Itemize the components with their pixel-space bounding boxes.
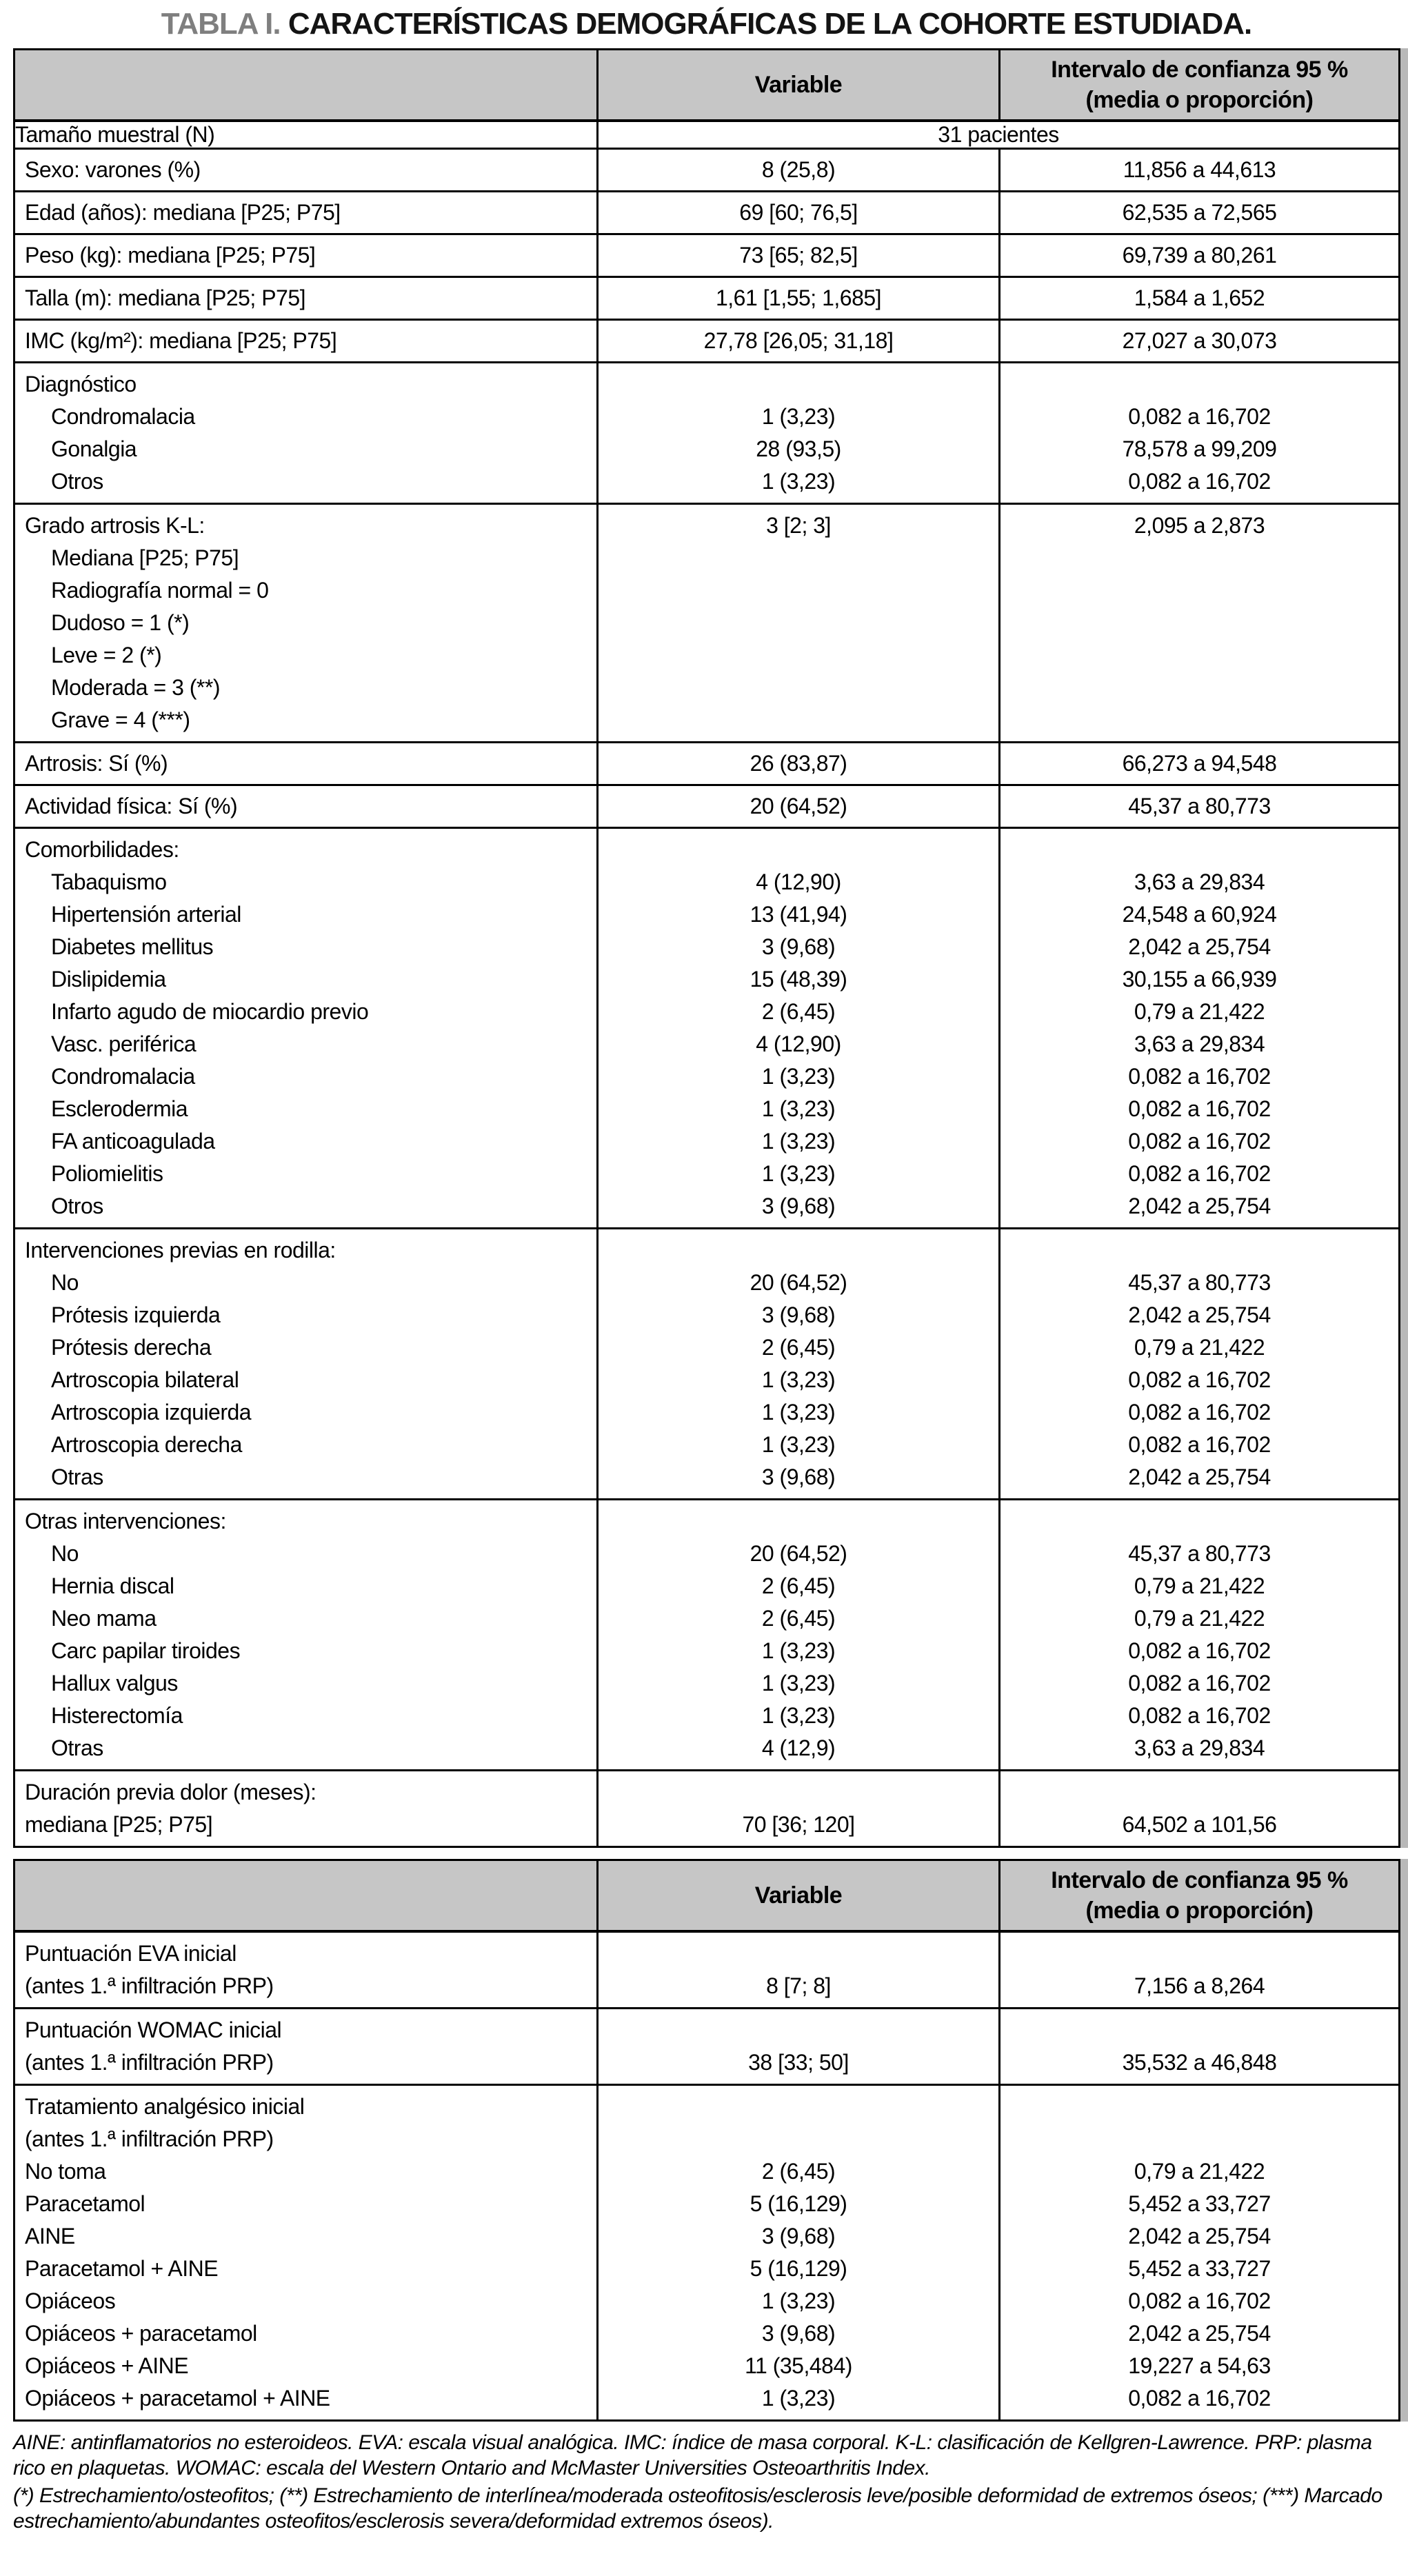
row-value: 27,78 [26,05; 31,18]	[596, 321, 998, 361]
block-line-label: Condromalacia	[51, 1064, 195, 1089]
row-ci: 62,535 a 72,565	[998, 192, 1398, 233]
block-line-ci: 0,082 a 16,702	[1128, 1432, 1271, 1457]
row-label	[15, 363, 596, 503]
block-line-ci: 45,37 a 80,773	[1128, 1270, 1271, 1295]
header-cell-empty	[15, 1861, 596, 1930]
block-line-label: (antes 1.ª infiltración PRP)	[25, 1973, 274, 1998]
row-ci: 45,37 a 80,773	[998, 786, 1398, 827]
block-line-value: 1 (3,23)	[761, 2288, 836, 2313]
block-line-label: Carc papilar tiroides	[51, 1638, 241, 1663]
block-line-label: Tratamiento analgésico inicial	[25, 2094, 305, 2119]
block-line-label: Otros	[51, 1194, 103, 1218]
block-line-label: Grave = 4 (***)	[51, 707, 190, 732]
block-line-value: 3 (9,68)	[761, 1194, 836, 1218]
row-value	[596, 2086, 998, 2419]
block-line-value: 20 (64,52)	[750, 1541, 847, 1566]
block-line-label: AINE	[25, 2224, 75, 2248]
block-line-value: 20 (64,52)	[750, 1270, 847, 1295]
block-line-value	[599, 2014, 998, 2046]
row-value	[596, 1229, 998, 1498]
block-line-ci: 0,082 a 16,702	[1128, 1400, 1271, 1425]
block-line-label: No	[51, 1541, 79, 1566]
row-label	[15, 1771, 596, 1846]
table-row	[15, 1498, 1398, 1769]
table-row	[15, 784, 1398, 827]
block-line-label: Infarto agudo de miocardio previo	[51, 999, 369, 1024]
block-line-value: 4 (12,90)	[756, 869, 841, 894]
block-line-ci: 2,042 a 25,754	[1128, 934, 1271, 959]
block-line-ci: 35,532 a 46,848	[1122, 2050, 1277, 2075]
row-value	[596, 829, 998, 1227]
block-line-ci: 0,082 a 16,702	[1128, 1161, 1271, 1186]
block-line-value: 2 (6,45)	[761, 2159, 836, 2184]
block-line-label: Puntuación WOMAC inicial	[25, 2017, 282, 2042]
block-line-ci: 2,042 a 25,754	[1128, 1465, 1271, 1489]
block-line-label: (antes 1.ª infiltración PRP)	[25, 2050, 274, 2075]
block-line-ci: 30,155 a 66,939	[1122, 967, 1277, 992]
row-label	[15, 2009, 596, 2084]
footnote-kl-grades: (*) Estrechamiento/osteofitos; (**) Estrechamiento de interlínea/moderada osteofitosis/esclerosis leve/posible deformidad de extremos óseos; (***) Marcado estrechamiento/abundantes osteofitos/esclerosis severa/deformidad extremos óseos).	[13, 2484, 1382, 2533]
row-value: 20 (64,52)	[596, 786, 998, 827]
block-line-value	[599, 1776, 998, 1809]
block-line-label: Dislipidemia	[51, 967, 166, 992]
table-row	[15, 233, 1398, 276]
row-label: IMC (kg/m²): mediana [P25; P75]	[25, 328, 337, 353]
block-line-label: No toma	[25, 2159, 106, 2184]
block-line-value: 2 (6,45)	[761, 1606, 836, 1631]
table-row	[15, 2007, 1398, 2084]
block-line-value: 3 [2; 3]	[766, 513, 831, 538]
row-label: Tamaño muestral (N)	[15, 122, 215, 147]
header-cell-variable: Variable	[596, 50, 998, 119]
row-label	[15, 829, 596, 1227]
block-line-value: 1 (3,23)	[761, 1161, 836, 1186]
block-line-label: Condromalacia	[51, 404, 195, 429]
block-line-label: Artroscopia derecha	[51, 1432, 242, 1457]
table-body	[15, 122, 1398, 1846]
block-line-value	[599, 1938, 998, 1970]
block-line-value: 3 (9,68)	[761, 2224, 836, 2248]
block-line-value: 3 (9,68)	[761, 1465, 836, 1489]
block-line-label: Intervenciones previas en rodilla:	[25, 1238, 336, 1262]
row-ci: 1,584 a 1,652	[998, 278, 1398, 319]
block-line-label: Paracetamol	[25, 2191, 145, 2216]
block-line-value	[599, 639, 998, 672]
block-line-value	[599, 574, 998, 607]
block-line-label: Leve = 2 (*)	[51, 643, 162, 667]
block-line-value	[599, 1505, 998, 1538]
block-line-label: Comorbilidades:	[25, 837, 179, 862]
block-line-label: Otras intervenciones:	[25, 1509, 226, 1533]
block-line-label: mediana [P25; P75]	[25, 1812, 213, 1837]
block-line-value: 4 (12,90)	[756, 1032, 841, 1056]
row-ci	[998, 2086, 1398, 2419]
block-line-label: Diabetes mellitus	[51, 934, 214, 959]
table-number-label: TABLA I.	[161, 7, 281, 41]
row-value: 8 (25,8)	[596, 150, 998, 190]
block-line-label: Esclerodermia	[51, 1096, 188, 1121]
block-line-value: 1 (3,23)	[761, 469, 836, 494]
header-cell-confidence-interval	[998, 1861, 1398, 1930]
block-line-ci: 3,63 a 29,834	[1134, 1735, 1265, 1760]
block-line-label: Duración previa dolor (meses):	[25, 1780, 316, 1804]
block-line-label: Gonalgia	[51, 436, 137, 461]
row-value	[596, 1771, 998, 1846]
row-ci: 69,739 a 80,261	[998, 235, 1398, 276]
row-value: 73 [65; 82,5]	[596, 235, 998, 276]
block-line-ci	[1000, 2014, 1398, 2046]
block-line-label: Opiáceos + paracetamol + AINE	[25, 2386, 330, 2411]
block-line-value	[599, 834, 998, 866]
row-value	[596, 363, 998, 503]
table-row	[15, 148, 1398, 190]
block-line-label: Otros	[51, 469, 103, 494]
block-line-ci: 0,082 a 16,702	[1128, 2288, 1271, 2313]
row-label	[15, 1500, 596, 1769]
block-line-ci: 0,79 a 21,422	[1134, 999, 1265, 1024]
block-line-label: (antes 1.ª infiltración PRP)	[25, 2126, 274, 2151]
row-label: Talla (m): mediana [P25; P75]	[25, 285, 306, 310]
block-line-ci: 24,548 a 60,924	[1122, 902, 1277, 927]
block-line-label: Dudoso = 1 (*)	[51, 610, 190, 635]
block-line-value: 1 (3,23)	[761, 1064, 836, 1089]
row-label	[15, 2086, 596, 2419]
row-ci	[998, 1771, 1398, 1846]
block-line-ci	[1000, 574, 1398, 607]
block-line-ci: 3,63 a 29,834	[1134, 869, 1265, 894]
block-line-label: Paracetamol + AINE	[25, 2256, 219, 2281]
block-line-ci: 2,042 a 25,754	[1128, 2321, 1271, 2346]
table-row	[15, 2084, 1398, 2419]
table-row	[15, 361, 1398, 503]
table-title-text: CARACTERÍSTICAS DEMOGRÁFICAS DE LA COHORTE ESTUDIADA.	[288, 7, 1252, 41]
block-line-value	[599, 672, 998, 704]
block-line-value	[599, 2091, 998, 2123]
header-cell-variable: Variable	[596, 1861, 998, 1930]
row-value	[596, 505, 998, 741]
row-label: Edad (años): mediana [P25; P75]	[25, 200, 341, 225]
block-line-ci	[1000, 1938, 1398, 1970]
block-line-value: 1 (3,23)	[761, 1367, 836, 1392]
block-line-ci: 0,082 a 16,702	[1128, 469, 1271, 494]
row-value: 26 (83,87)	[596, 743, 998, 784]
block-line-label: Diagnóstico	[25, 372, 137, 396]
block-line-ci: 2,042 a 25,754	[1128, 2224, 1271, 2248]
block-line-ci	[1000, 368, 1398, 401]
block-line-ci: 7,156 a 8,264	[1134, 1973, 1265, 1998]
block-line-ci: 0,082 a 16,702	[1128, 1671, 1271, 1695]
block-line-value: 11 (35,484)	[745, 2353, 852, 2378]
row-label	[15, 505, 596, 741]
block-line-label: Tabaquismo	[51, 869, 167, 894]
block-line-label: Artroscopia izquierda	[51, 1400, 252, 1425]
table-row	[15, 827, 1398, 1227]
block-line-value	[599, 1234, 998, 1267]
block-line-label: Grado artrosis K-L:	[25, 513, 205, 538]
row-ci	[998, 363, 1398, 503]
block-line-ci: 3,63 a 29,834	[1134, 1032, 1265, 1056]
row-ci: 66,273 a 94,548	[998, 743, 1398, 784]
block-line-value: 13 (41,94)	[750, 902, 847, 927]
block-line-value: 3 (9,68)	[761, 2321, 836, 2346]
block-line-value	[599, 607, 998, 639]
block-line-value	[599, 2123, 998, 2155]
block-line-value: 2 (6,45)	[761, 1573, 836, 1598]
block-line-value: 1 (3,23)	[761, 1096, 836, 1121]
row-value	[596, 2009, 998, 2084]
block-line-ci: 0,79 a 21,422	[1134, 1573, 1265, 1598]
row-merged-value: 31 pacientes	[596, 122, 1398, 148]
block-line-value	[599, 542, 998, 574]
row-ci: 27,027 a 30,073	[998, 321, 1398, 361]
block-line-label: Hipertensión arterial	[51, 902, 241, 927]
block-line-label: Otras	[51, 1735, 103, 1760]
block-line-value: 1 (3,23)	[761, 1703, 836, 1728]
table-row	[15, 1769, 1398, 1846]
block-line-label: FA anticoagulada	[51, 1129, 215, 1154]
block-line-ci	[1000, 1776, 1398, 1809]
block-line-label: Opiáceos	[25, 2288, 116, 2313]
block-line-value: 1 (3,23)	[761, 1638, 836, 1663]
row-label: Peso (kg): mediana [P25; P75]	[25, 243, 316, 268]
block-line-ci	[1000, 2123, 1398, 2155]
header-ci-line1: Intervalo de confianza 95 %	[1051, 1867, 1348, 1893]
row-label	[15, 1933, 596, 2007]
block-line-value: 1 (3,23)	[761, 1671, 836, 1695]
block-line-value: 2 (6,45)	[761, 999, 836, 1024]
block-line-value: 1 (3,23)	[761, 1432, 836, 1457]
block-line-value: 70 [36; 120]	[742, 1812, 855, 1837]
row-ci	[998, 829, 1398, 1227]
row-value: 69 [60; 76,5]	[596, 192, 998, 233]
block-line-label: Moderada = 3 (**)	[51, 675, 220, 700]
block-line-label: Poliomielitis	[51, 1161, 163, 1186]
block-line-value: 3 (9,68)	[761, 1302, 836, 1327]
row-ci	[998, 1500, 1398, 1769]
table-row	[15, 1933, 1398, 2007]
block-line-value: 38 [33; 50]	[748, 2050, 849, 2075]
row-label	[15, 1229, 596, 1498]
table-row	[15, 190, 1398, 233]
row-value	[596, 1933, 998, 2007]
table-row	[15, 503, 1398, 741]
table-row	[15, 1227, 1398, 1498]
block-line-ci: 64,502 a 101,56	[1122, 1812, 1277, 1837]
block-line-ci: 5,452 a 33,727	[1128, 2256, 1271, 2281]
block-line-value: 28 (93,5)	[756, 436, 841, 461]
row-value	[596, 1500, 998, 1769]
table-baseline-scores	[13, 1859, 1400, 2422]
block-line-ci: 45,37 a 80,773	[1128, 1541, 1271, 1566]
row-ci	[998, 505, 1398, 741]
block-line-ci: 2,042 a 25,754	[1128, 1194, 1271, 1218]
block-line-ci	[1000, 1505, 1398, 1538]
block-line-ci: 0,082 a 16,702	[1128, 1367, 1271, 1392]
page-title	[13, 7, 1400, 41]
block-line-ci: 19,227 a 54,63	[1128, 2353, 1271, 2378]
block-line-value: 4 (12,9)	[761, 1735, 836, 1760]
block-line-ci: 2,042 a 25,754	[1128, 1302, 1271, 1327]
block-line-ci	[1000, 639, 1398, 672]
row-value: 1,61 [1,55; 1,685]	[596, 278, 998, 319]
block-line-ci: 0,79 a 21,422	[1134, 2159, 1265, 2184]
block-line-value: 15 (48,39)	[750, 967, 847, 992]
block-line-label: Vasc. periférica	[51, 1032, 197, 1056]
block-line-value: 5 (16,129)	[750, 2256, 847, 2281]
block-line-label: Puntuación EVA inicial	[25, 1941, 237, 1966]
block-line-ci: 2,095 a 2,873	[1134, 513, 1265, 538]
block-line-value: 2 (6,45)	[761, 1335, 836, 1360]
table-row	[15, 741, 1398, 784]
block-line-ci: 5,452 a 33,727	[1128, 2191, 1271, 2216]
block-line-label: Otras	[51, 1465, 103, 1489]
header-cell-confidence-interval	[998, 50, 1398, 119]
block-line-ci: 0,082 a 16,702	[1128, 404, 1271, 429]
block-line-label: Prótesis derecha	[51, 1335, 212, 1360]
table-row	[15, 319, 1398, 361]
header-ci-line2: (media o proporción)	[1085, 1898, 1314, 1924]
block-line-ci	[1000, 1234, 1398, 1267]
row-ci	[998, 2009, 1398, 2084]
block-line-value: 1 (3,23)	[761, 1400, 836, 1425]
block-line-ci: 78,578 a 99,209	[1122, 436, 1277, 461]
block-line-ci	[1000, 834, 1398, 866]
block-line-label: Radiografía normal = 0	[51, 578, 269, 603]
block-line-value: 3 (9,68)	[761, 934, 836, 959]
footnote-abbreviations: AINE: antinflamatorios no esteroideos. EVA: escala visual analógica. IMC: índice de masa corporal. K-L: clasificación de Kellgren-Lawrence. PRP: plasma rico en plaquetas. WOMAC: escala del Western Ontario and McMaster Universities Osteoarthritis Index.	[13, 2431, 1372, 2479]
block-line-label: Opiáceos + paracetamol	[25, 2321, 257, 2346]
block-line-label: No	[51, 1270, 79, 1295]
row-label: Actividad física: Sí (%)	[25, 794, 238, 818]
block-line-label: Hallux valgus	[51, 1671, 178, 1695]
block-line-ci	[1000, 704, 1398, 736]
block-line-label: Histerectomía	[51, 1703, 183, 1728]
header-cell-empty	[15, 50, 596, 119]
block-line-label: Prótesis izquierda	[51, 1302, 221, 1327]
table-row	[15, 122, 1398, 148]
footnotes	[13, 2430, 1395, 2534]
table-body	[15, 1933, 1398, 2419]
block-line-ci: 0,082 a 16,702	[1128, 1096, 1271, 1121]
row-ci	[998, 1229, 1398, 1498]
block-line-ci: 0,082 a 16,702	[1128, 1064, 1271, 1089]
table-row	[15, 276, 1398, 319]
block-line-value	[599, 368, 998, 401]
table-header-row	[15, 50, 1398, 122]
table-header-row	[15, 1861, 1398, 1933]
table-demographics	[13, 48, 1400, 1848]
block-line-ci	[1000, 607, 1398, 639]
block-line-ci: 0,082 a 16,702	[1128, 1703, 1271, 1728]
block-line-ci: 0,79 a 21,422	[1134, 1606, 1265, 1631]
block-line-label: Opiáceos + AINE	[25, 2353, 189, 2378]
block-line-ci: 0,082 a 16,702	[1128, 1129, 1271, 1154]
row-ci	[998, 1933, 1398, 2007]
row-ci: 11,856 a 44,613	[998, 150, 1398, 190]
block-line-label: Neo mama	[51, 1606, 157, 1631]
block-line-label: Hernia discal	[51, 1573, 174, 1598]
block-line-ci: 0,082 a 16,702	[1128, 1638, 1271, 1663]
row-label: Sexo: varones (%)	[25, 157, 201, 182]
block-line-ci	[1000, 542, 1398, 574]
block-line-ci	[1000, 2091, 1398, 2123]
block-line-label: Mediana [P25; P75]	[51, 545, 239, 570]
block-line-value: 5 (16,129)	[750, 2191, 847, 2216]
header-ci-line2: (media o proporción)	[1085, 87, 1314, 113]
block-line-ci	[1000, 672, 1398, 704]
header-ci-line1: Intervalo de confianza 95 %	[1051, 57, 1348, 83]
block-line-ci: 0,082 a 16,702	[1128, 2386, 1271, 2411]
block-line-value: 8 [7; 8]	[766, 1973, 831, 1998]
block-line-ci: 0,79 a 21,422	[1134, 1335, 1265, 1360]
block-line-label: Artroscopia bilateral	[51, 1367, 239, 1392]
block-line-value: 1 (3,23)	[761, 404, 836, 429]
block-line-value: 1 (3,23)	[761, 1129, 836, 1154]
block-line-value: 1 (3,23)	[761, 2386, 836, 2411]
row-label: Artrosis: Sí (%)	[25, 751, 168, 776]
block-line-value	[599, 704, 998, 736]
